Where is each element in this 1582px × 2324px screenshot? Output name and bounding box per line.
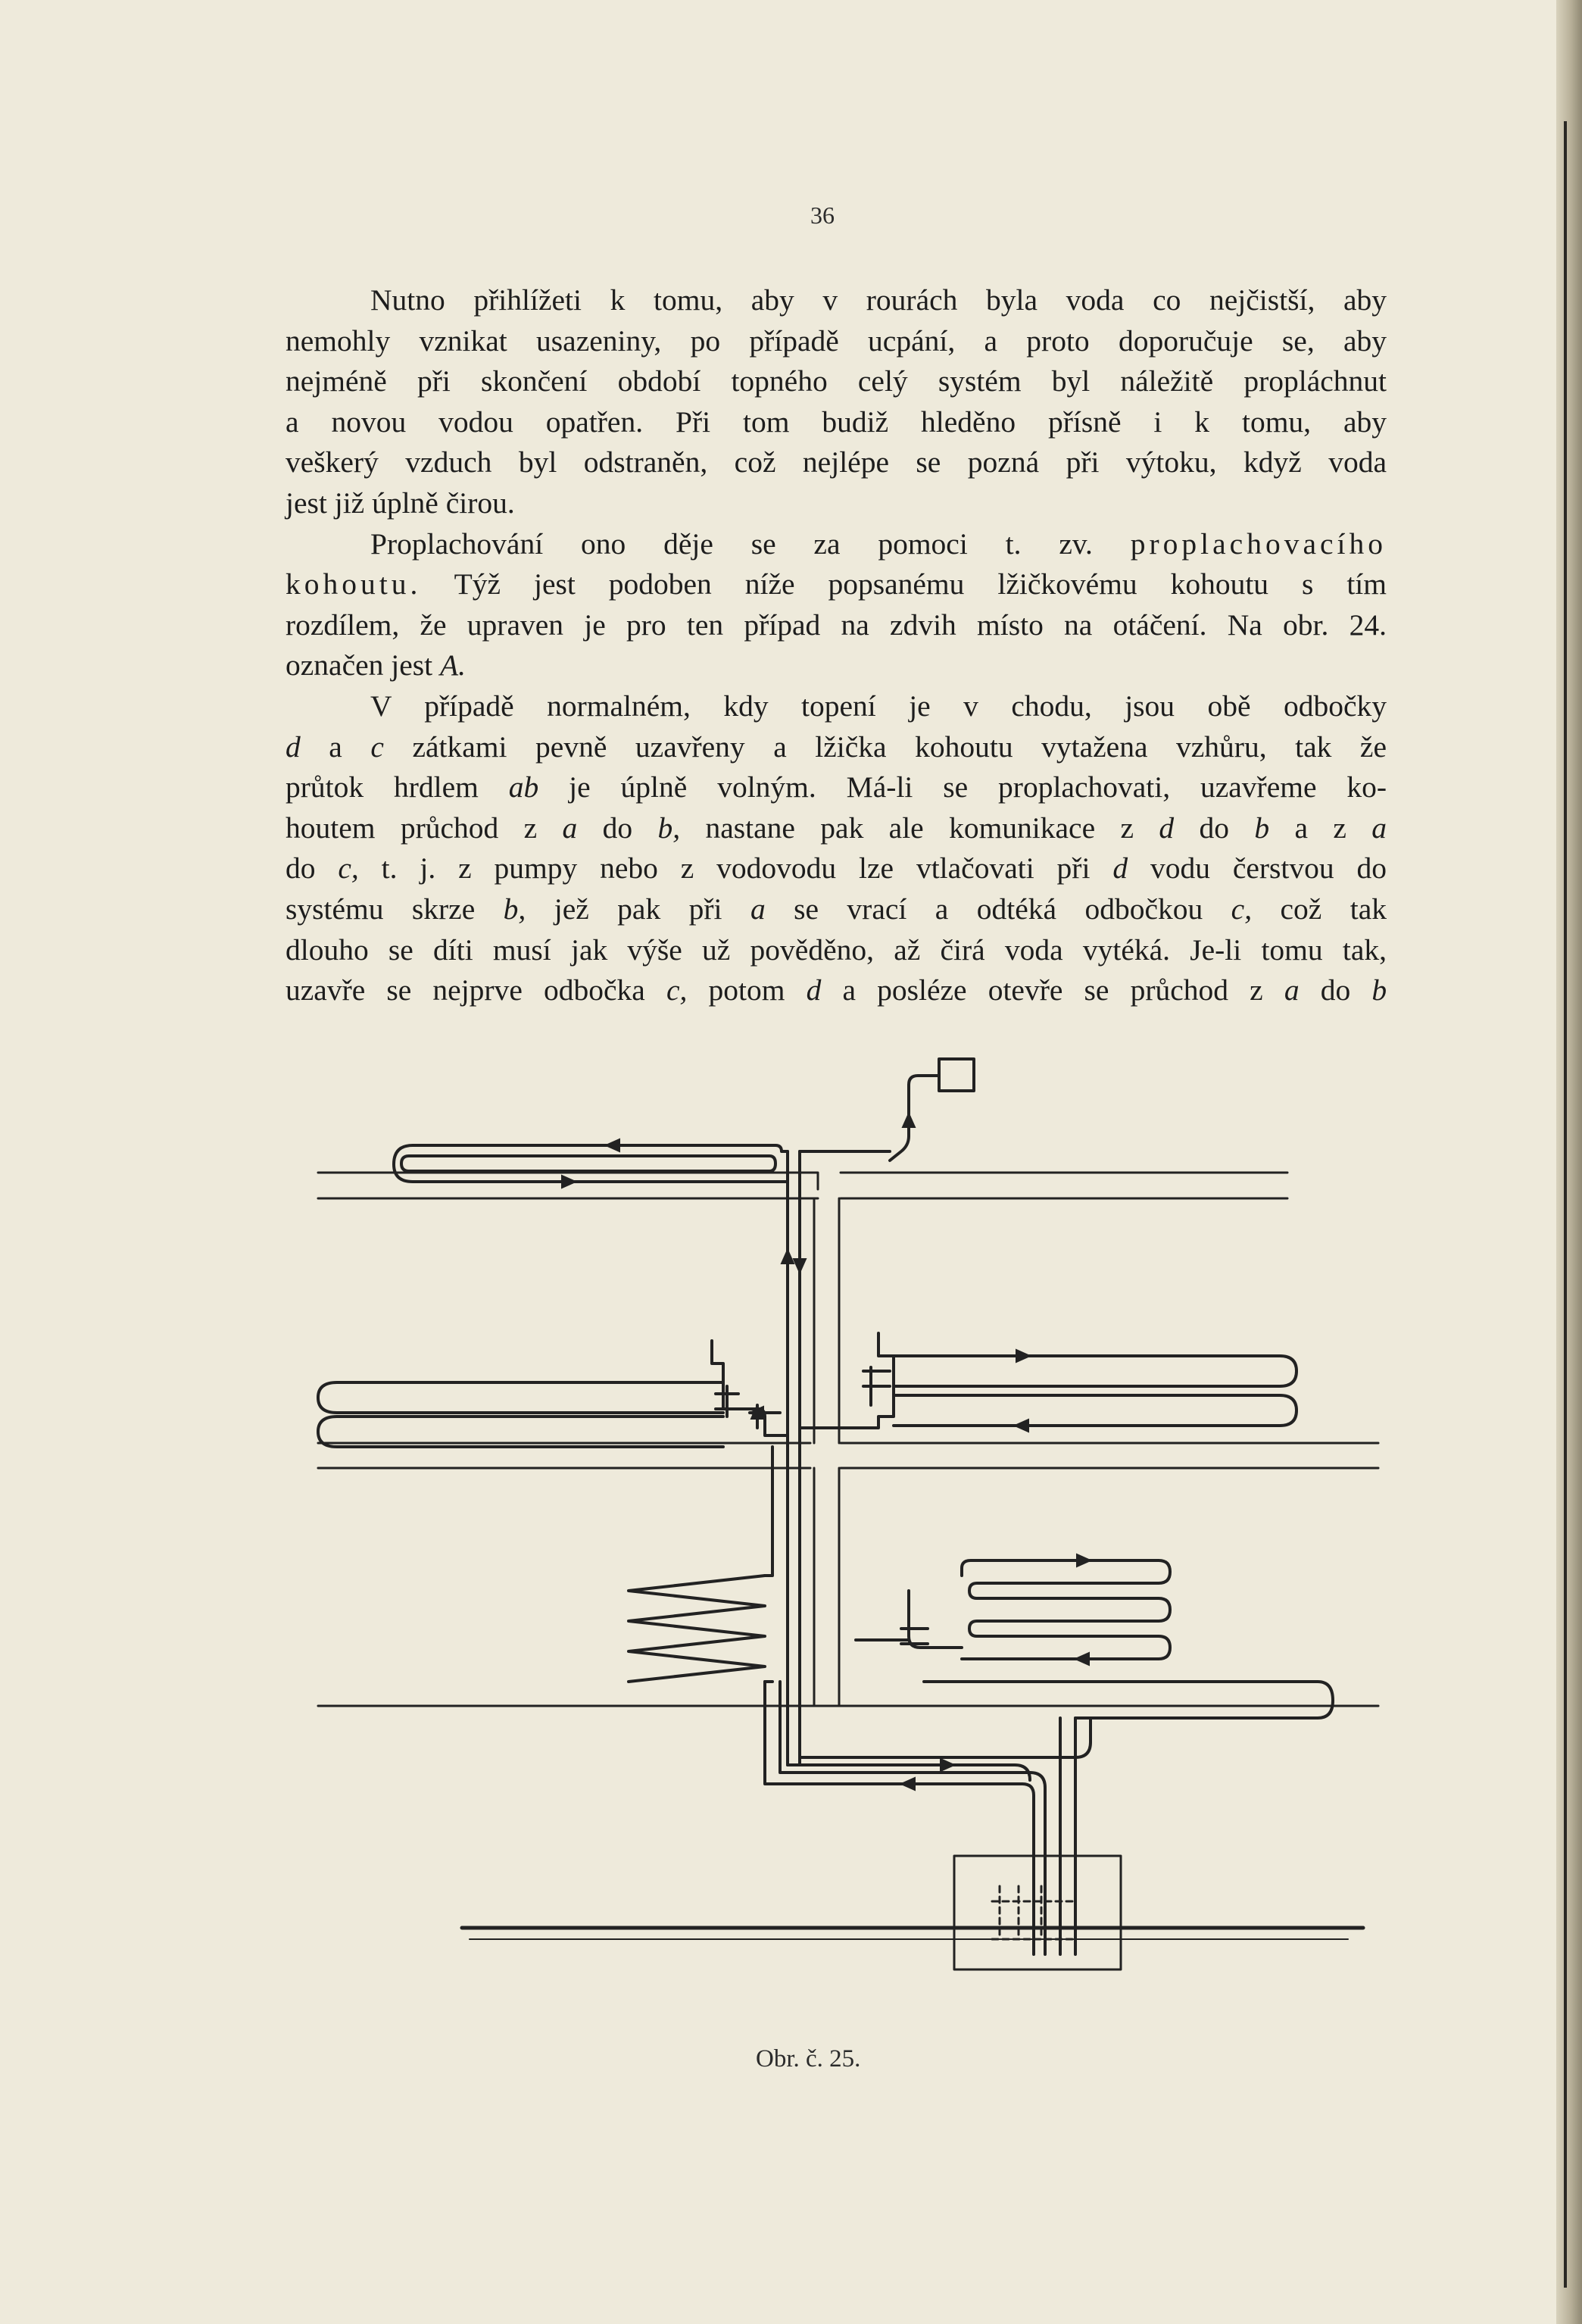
text-run: systému skrze bbox=[286, 892, 476, 926]
paragraph-3-line bbox=[286, 727, 1387, 768]
heater-lower-left bbox=[629, 1447, 772, 1682]
heating-system-diagram bbox=[303, 1045, 1393, 1985]
radiator-middle-right-coil-2 bbox=[894, 1395, 1296, 1426]
page-edge-shadow bbox=[1556, 0, 1582, 2324]
basement-pipe-4 bbox=[800, 1718, 1091, 1765]
italic-letter: b bbox=[1371, 973, 1387, 1007]
paragraph-2-line bbox=[286, 645, 1387, 686]
expansion-pipe bbox=[890, 1076, 939, 1160]
walls bbox=[814, 1198, 839, 1706]
text-run: zátkami pevně uzavřeny a lžička kohoutu vytažena vzhůru, tak že bbox=[412, 729, 1387, 764]
italic-letter: a bbox=[562, 811, 578, 845]
text-run: průtok hrdlem bbox=[286, 770, 479, 804]
paragraph-3-line: V případě normalném, kdy topení je v chodu, jsou obě odbočky bbox=[370, 689, 1387, 723]
text-run: uzavře se nejprve odbočka bbox=[286, 973, 645, 1007]
italic-letter: a bbox=[750, 892, 766, 926]
text-run: a bbox=[329, 729, 342, 764]
radiator-top-coil bbox=[394, 1145, 788, 1182]
italic-letter: d bbox=[1112, 851, 1128, 886]
boiler-box bbox=[954, 1856, 1121, 1969]
text-run: Týž jest podoben níže popsanému lžičkovému kohoutu s tím bbox=[454, 567, 1387, 601]
italic-letter: c, bbox=[666, 973, 688, 1007]
text-run: do bbox=[602, 811, 633, 845]
paragraph-2-line bbox=[286, 564, 1387, 605]
italic-letter: d bbox=[286, 729, 301, 764]
text-run: Proplachování ono děje se za pomoci t. zv. bbox=[370, 526, 1093, 561]
paragraph-3-line bbox=[286, 767, 1387, 808]
expansion-tank-box bbox=[939, 1059, 974, 1091]
text-run: označen jest bbox=[286, 648, 433, 683]
radiator-lower-right-valve-pipe bbox=[856, 1591, 962, 1648]
spaced-term: kohoutu. bbox=[286, 567, 422, 601]
italic-letter: ab bbox=[508, 770, 539, 804]
italic-letter: b, bbox=[503, 892, 526, 926]
text-run: a posléze otevře se průchod z bbox=[842, 973, 1263, 1007]
text-run: do bbox=[1199, 811, 1229, 845]
paragraph-3-line: dlouho se díti musí jak výše už pověděno, až čirá voda vytéká. Je-li tomu tak, bbox=[286, 932, 1387, 967]
text-run: potom bbox=[708, 973, 785, 1007]
paragraph-1-line: nejméně při skončení období topného celý systém byl náležitě propláchnut bbox=[286, 364, 1387, 398]
heater-feed bbox=[765, 1447, 772, 1682]
expansion-tank bbox=[890, 1059, 974, 1160]
paragraph-1-line: a novou vodou opatřen. Při tom budiž hleděno přísně i k tomu, aby bbox=[286, 405, 1387, 439]
paragraph-2-line bbox=[286, 524, 1387, 565]
radiator-top bbox=[394, 1145, 890, 1182]
text-run: a z bbox=[1294, 811, 1346, 845]
paragraph-3-line bbox=[286, 808, 1387, 849]
italic-letter: A. bbox=[439, 648, 466, 683]
paragraph-1-line: nemohly vznikat usazeniny, po případě ucpání, a proto doporučuje se, aby bbox=[286, 323, 1387, 358]
text-run: jež pak při bbox=[554, 892, 722, 926]
paragraph-1-line: veškerý vzduch byl odstraněn, což nejlépe se pozná při výtoku, když voda bbox=[286, 445, 1387, 479]
paragraph-1-line: jest již úplně čirou. bbox=[286, 486, 515, 520]
body-text bbox=[286, 280, 1387, 1011]
paragraph-1-line: Nutno přihlížeti k tomu, aby v rourách byla voda co nejčistší, aby bbox=[370, 283, 1387, 317]
italic-letter: d bbox=[806, 973, 822, 1007]
basement-pipe-5 bbox=[1060, 1718, 1075, 1954]
text-run: do bbox=[1320, 973, 1351, 1007]
wall-upper bbox=[814, 1198, 839, 1443]
italic-letter: c, bbox=[338, 851, 359, 886]
italic-letter: b bbox=[1254, 811, 1270, 845]
radiator-middle-left-coil-1 bbox=[318, 1382, 723, 1413]
basement-pipe-2 bbox=[780, 1682, 1045, 1954]
radiator-middle-right-coil-1 bbox=[894, 1356, 1296, 1386]
radiator-lower-right-return bbox=[924, 1682, 1333, 1718]
italic-letter: a bbox=[1371, 811, 1387, 845]
radiator-middle-right-valve bbox=[863, 1367, 890, 1405]
figure-caption: Obr. č. 25. bbox=[756, 2045, 861, 2073]
italic-letter: b, bbox=[657, 811, 681, 845]
text-run: nastane pak ale komunikace z bbox=[705, 811, 1134, 845]
text-run: vodu čerstvou do bbox=[1150, 851, 1387, 886]
paragraph-2-line: rozdílem, že upraven je pro ten případ na zdvih místo na otáčení. Na obr. 24. bbox=[286, 608, 1387, 642]
text-run: do bbox=[286, 851, 316, 886]
radiator-middle-left bbox=[318, 1341, 788, 1447]
floor-lines bbox=[318, 1173, 1378, 1939]
italic-letter: c, bbox=[1231, 892, 1253, 926]
boiler bbox=[954, 1856, 1121, 1969]
paragraph-3-line bbox=[286, 889, 1387, 930]
text-run: houtem průchod z bbox=[286, 811, 538, 845]
binding-line bbox=[1564, 121, 1567, 2288]
text-run: je úplně volným. Má-li se proplachovati, uzavřeme ko- bbox=[569, 770, 1387, 804]
paragraph-3-line bbox=[286, 848, 1387, 889]
basement-pipe-1 bbox=[765, 1682, 1034, 1954]
wall-lower bbox=[814, 1468, 839, 1706]
page-number: 36 bbox=[810, 201, 835, 229]
paragraph-3-line bbox=[286, 970, 1387, 1011]
heater-zigzag bbox=[629, 1576, 765, 1682]
spaced-term: proplachovacího bbox=[1130, 526, 1387, 561]
risers bbox=[788, 1151, 800, 1765]
text-run: se vrací a odtéká odbočkou bbox=[794, 892, 1203, 926]
radiator-lower-right bbox=[856, 1560, 1333, 1718]
radiator-lower-right-coil bbox=[962, 1560, 1170, 1659]
radiator-middle-left-valve-pipe bbox=[712, 1341, 788, 1435]
radiator-middle-right bbox=[800, 1333, 1296, 1428]
italic-letter: a bbox=[1284, 973, 1300, 1007]
text-run: což tak bbox=[1280, 892, 1387, 926]
italic-letter: d bbox=[1159, 811, 1175, 845]
italic-letter: c bbox=[370, 729, 384, 764]
text-run: t. j. z pumpy nebo z vodovodu lze vtlačovati při bbox=[381, 851, 1091, 886]
radiator-top-inner bbox=[401, 1156, 775, 1171]
